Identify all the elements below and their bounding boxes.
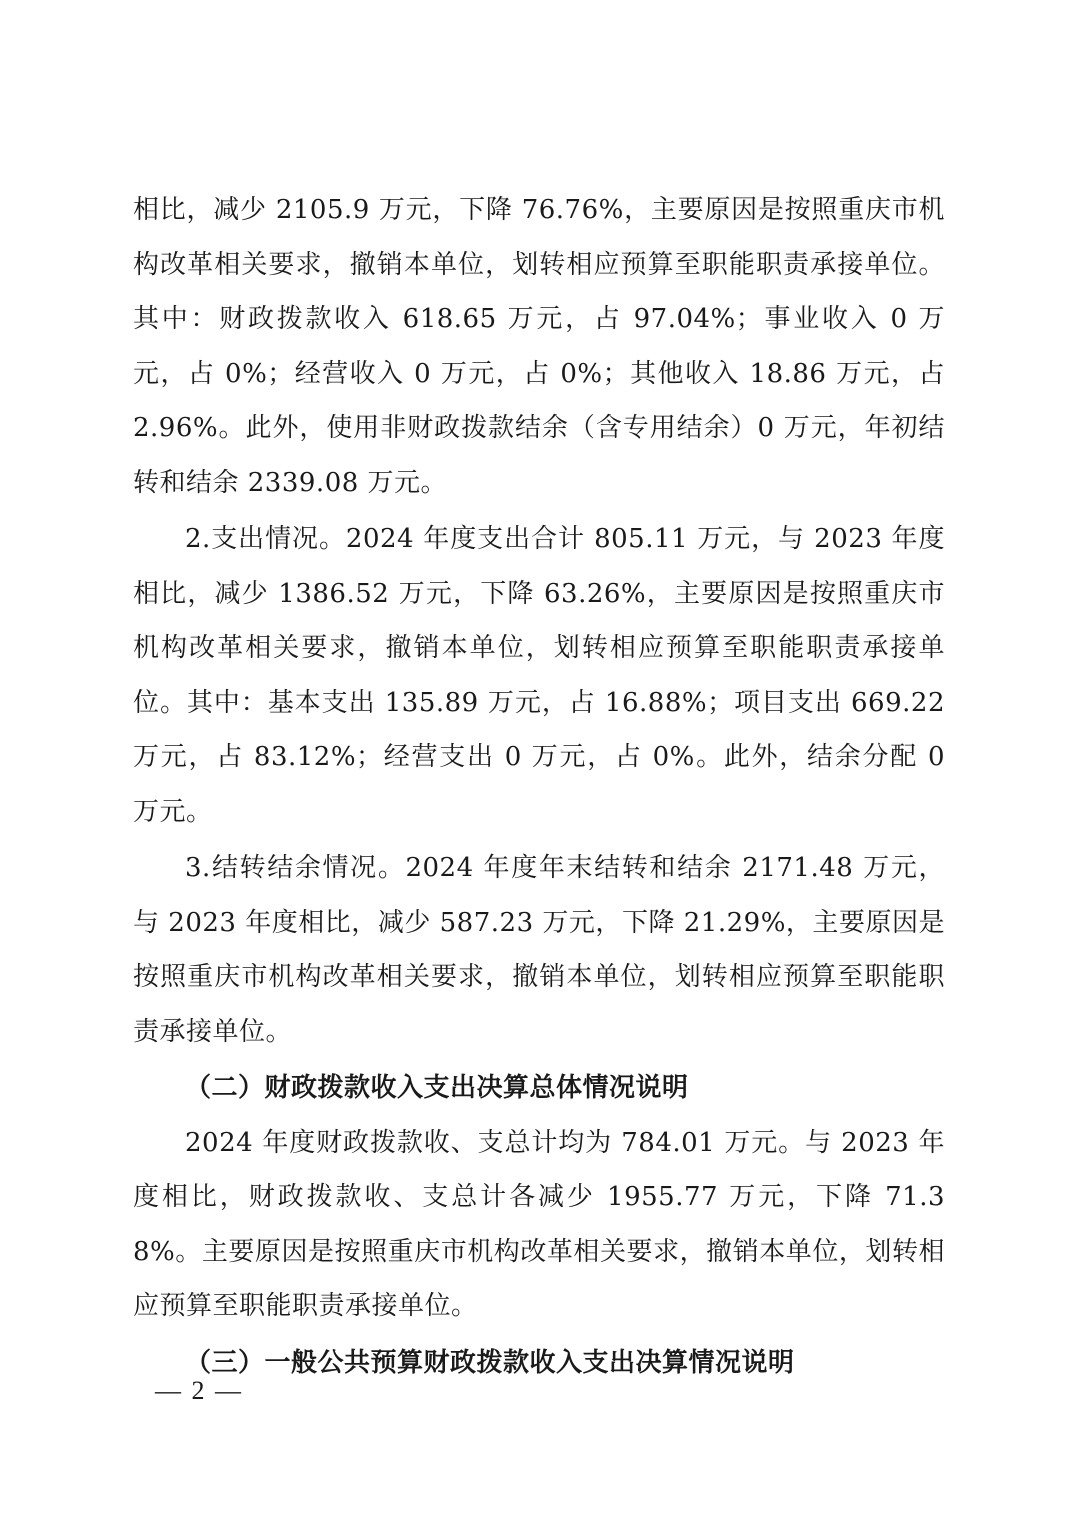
paragraph-fiscal-overall: 2024 年度财政拨款收、支总计均为 784.01 万元。与 2023 年度相比，财政拨款收、支总计各减少 1955.77 万元，下降 71.38%。主要原因是按照重庆市机构改革相关要求，撤销本单位，划转相应预算至职能职责承接单位。 xyxy=(133,1127,945,1321)
document-body xyxy=(133,183,945,1390)
paragraph-carryover: 3.结转结余情况。2024 年度年末结转和结余 2171.48 万元，与 2023 年度相比，减少 587.23 万元，下降 21.29%，主要原因是按照重庆市机构改革相关要求，撤销本单位，划转相应预算至职能职责承接单位。 xyxy=(133,853,945,1047)
section-heading-general-budget: （三）一般公共预算财政拨款收入支出决算情况说明 xyxy=(185,1347,795,1378)
paragraph-expenditure: 2.支出情况。2024 年度支出合计 805.11 万元，与 2023 年度相比，减少 1386.52 万元，下降 63.26%，主要原因是按照重庆市机构改革相关要求，撤销本单位，划转相应预算至职能职责承接单位。其中：基本支出 135.89 万元，占 16.88%；项目支出 669.22 万元，占 83.12%；经营支出 0 万元，占 0%。此外，结余分配 0 万元。 xyxy=(133,524,945,827)
page-number: — 2 — xyxy=(155,1376,243,1405)
section-heading-fiscal-overall: （二）财政拨款收入支出决算总体情况说明 xyxy=(185,1073,689,1103)
paragraph-income-continued: 相比，减少 2105.9 万元，下降 76.76%，主要原因是按照重庆市机构改革相关要求，撤销本单位，划转相应预算至职能职责承接单位。其中：财政拨款收入 618.65 万元，占 97.04%；事业收入 0 万元，占 0%；经营收入 0 万元，占 0%；其他收入 18.86 万元，占 2.96%。此外，使用非财政拨款结余（含专用结余）0 万元，年初结转和结余 2339.08 万元。 xyxy=(133,195,945,498)
